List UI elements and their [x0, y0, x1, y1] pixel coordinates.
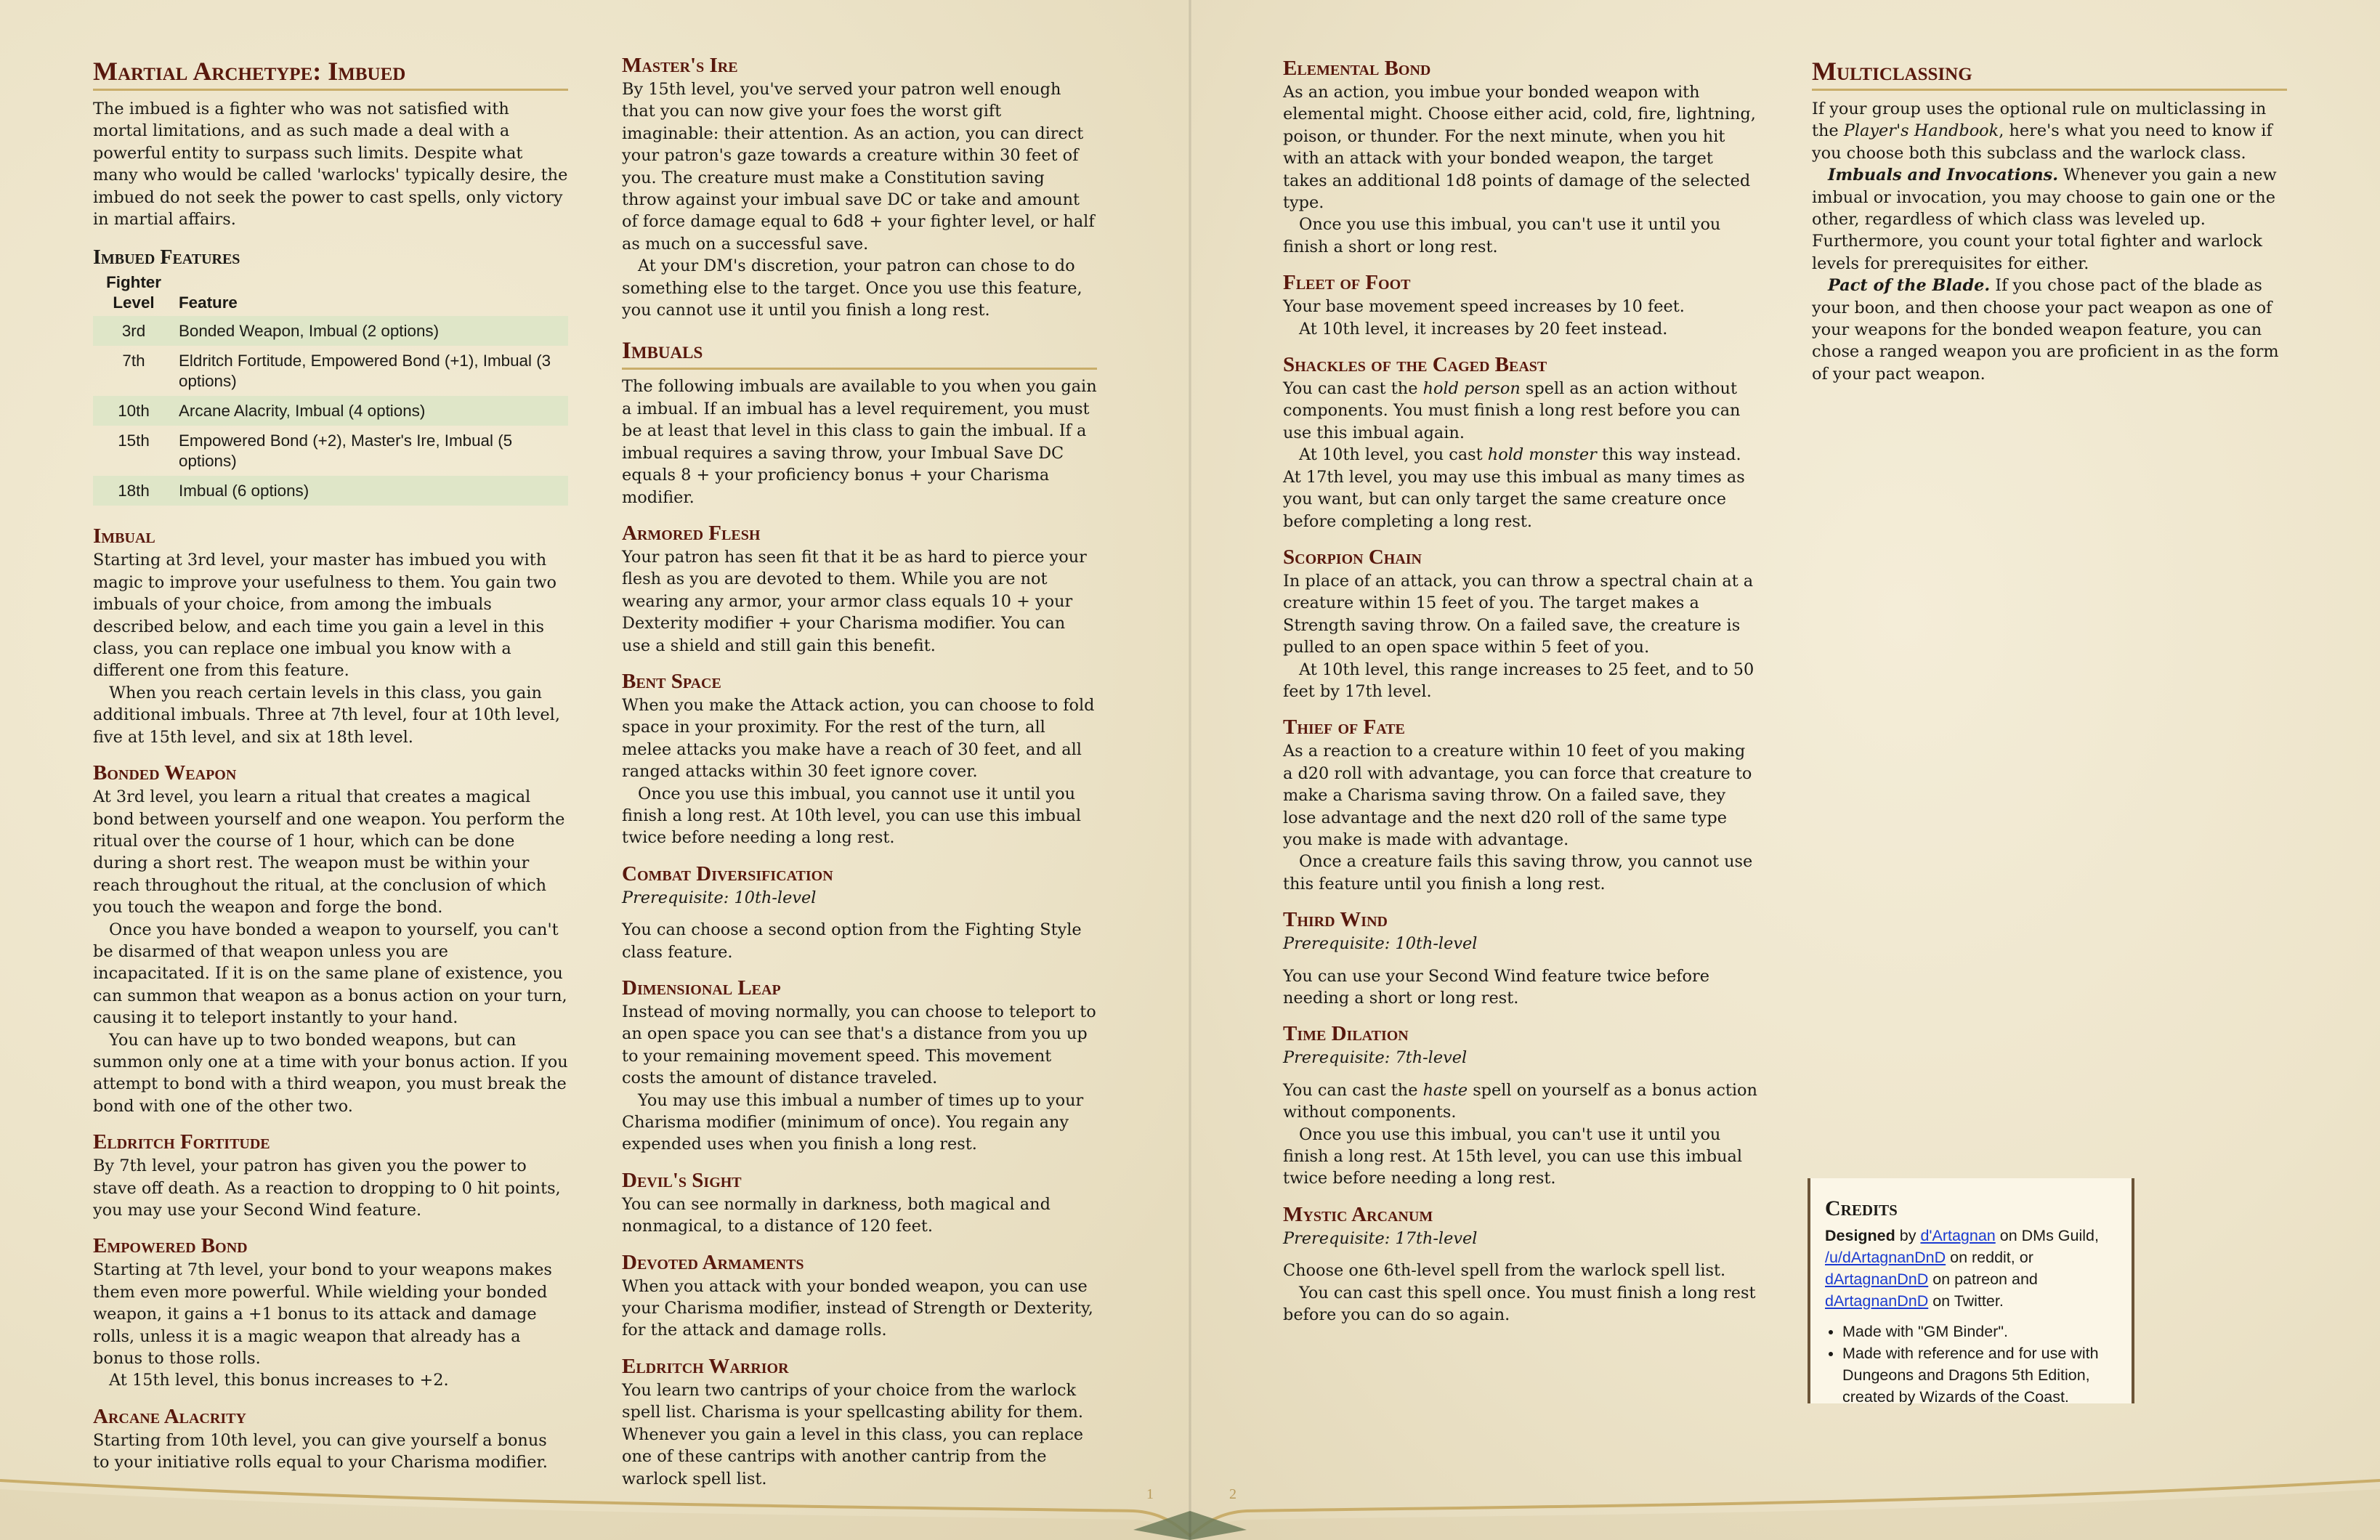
- row-level: 10th: [93, 396, 174, 426]
- features-table-title: Imbued Features: [93, 246, 240, 270]
- armored-flesh-heading: Armored Flesh: [622, 521, 761, 545]
- fleet-of-foot-p2: At 10th level, it increases by 20 feet instead.: [1299, 319, 1668, 339]
- bent-space-p1: When you make the Attack action, you can choose to fold space in your proximity. For the rest of the turn, all melee attacks you make have a reach of 30 feet, and all ranged attacks within 30 feet ignore cover.: [622, 695, 1095, 782]
- eldritch-fortitude-heading: Eldritch Fortitude: [93, 1130, 270, 1154]
- credits-link-twitter[interactable]: dArtagnanDnD: [1825, 1292, 1929, 1310]
- devoted-armaments-heading: Devoted Armaments: [622, 1250, 804, 1274]
- third-wind-p1: You can use your Second Wind feature twice before needing a short or long rest.: [1283, 966, 1709, 1008]
- eldritch-warrior-p1: You learn two cantrips of your choice from the warlock spell list. Charisma is your spellcasting ability for them. Whenever you gain a level in this class, you can replace one of these cantrips with another cantrip from the warlock spell list.: [622, 1380, 1084, 1488]
- intro-paragraph: The imbued is a fighter who was not satisfied with mortal limitations, and as such made a deal with a powerful entity to surpass such limits. Despite what many who would be called 'warlocks' typically desire, the imbued do not seek the power to cast spells, only victory in martial affairs.: [93, 100, 568, 230]
- bonded-weapon-heading: Bonded Weapon: [93, 761, 237, 785]
- row-feature: Empowered Bond (+2), Master's Ire, Imbual (5 options): [179, 431, 513, 471]
- dimensional-leap-p1: Instead of moving normally, you can choose to teleport to an open space you can see that's a distance from you up to your remaining movement speed. This movement costs the amount of distance traveled.: [622, 1002, 1096, 1088]
- shackles-heading: Shackles of the Caged Beast: [1283, 353, 1547, 377]
- imbual-p2: When you reach certain levels in this class, you gain additional imbuals. Three at 7th level, four at 10th level, five at 15th level, and six at 18th level.: [93, 683, 560, 747]
- elemental-bond-heading: Elemental Bond: [1283, 57, 1431, 80]
- bonded-p3: You can have up to two bonded weapons, but can summon only one at a time with your bonus action. If you attempt to bond with a third weapon, you must break the bond with one of the other two.: [93, 1030, 568, 1116]
- devils-sight-p1: You can see normally in darkness, both magical and nonmagical, to a distance of 120 feet.: [622, 1194, 1051, 1236]
- eldritch-warrior-heading: Eldritch Warrior: [622, 1354, 789, 1378]
- fleet-of-foot-heading: Fleet of Foot: [1283, 271, 1411, 295]
- header-feature: Feature: [179, 293, 238, 312]
- bent-space-p2: Once you use this imbual, you cannot use it until you finish a long rest. At 10th level, you can use this imbual twice before needing a long rest.: [622, 784, 1082, 848]
- bonded-p2: Once you have bonded a weapon to yourself, you can't be disarmed of that weapon unless you are incapacitated. If it is on the same plane of existence, you can summon that weapon as a bonus action on your turn, causing it to teleport instantly to your hand.: [93, 920, 567, 1028]
- scorpion-chain-p2: At 10th level, this range increases to 25 feet, and to 50 feet by 17th level.: [1283, 660, 1754, 701]
- row-level: 7th: [122, 352, 145, 370]
- masters-ire-p1: By 15th level, you've served your patron well enough that you can now give your foes the worst gift imaginable: their attention. As an action, you can direct your patron's gaze towards a creature within 30 feet of you. The creature must make a Constitution saving throw against your imbual save DC or take and amount of force damage equal to 6d8 + your fighter level, or half as much on a successful save.: [622, 80, 1095, 254]
- thief-of-fate-p2: Once a creature fails this saving throw, you cannot use this feature until you finish a long rest.: [1283, 852, 1753, 893]
- imbual-heading: Imbual: [93, 524, 155, 548]
- masters-ire-p2: At your DM's discretion, your patron can chose to do something else to the target. Once you use this feature, you cannot use it until you finish a long rest.: [622, 256, 1082, 320]
- thief-of-fate-heading: Thief of Fate: [1283, 716, 1405, 739]
- credits-list: [1825, 1321, 2118, 1408]
- page-gutter: [1189, 0, 1191, 1540]
- time-dilation-p2: Once you use this imbual, you can't use it until you finish a long rest. At 15th level, you can use this imbual twice before needing a long rest.: [1283, 1124, 1743, 1188]
- table-row: [93, 396, 568, 426]
- eldritch-fortitude-p1: By 7th level, your patron has given you the power to stave off death. As a reaction to dropping to 0 hit points, you may use your Second Wind feature.: [93, 1156, 561, 1220]
- bonded-p1: At 3rd level, you learn a ritual that creates a magical bond between yourself and one weapon. You perform the ritual over the course of 1 hour, which can be done during a short rest. The weapon must be within your reach throughout the ritual, at the conclusion of which you touch the weapon and forge the bond.: [93, 787, 565, 917]
- features-table: [93, 272, 568, 506]
- table-row: [93, 346, 568, 396]
- credits-link-patreon[interactable]: dArtagnanDnD: [1825, 1270, 1929, 1288]
- masters-ire-heading: Master's Ire: [622, 54, 738, 77]
- credits-link-reddit[interactable]: /u/dArtagnanDnD: [1825, 1249, 1946, 1266]
- table-row: [93, 426, 568, 476]
- header-level: Fighter Level: [106, 273, 161, 312]
- fleet-of-foot-p1: Your base movement speed increases by 10 feet.: [1283, 297, 1685, 317]
- empowered-bond-heading: Empowered Bond: [93, 1234, 248, 1258]
- imbual-p1: Starting at 3rd level, your master has imbued you with magic to improve your usefulness to them. You gain two imbuals of your choice, from among the imbuals described below, and each time you gain a level in this class, you can replace one imbual you know with a different one from this feature.: [93, 551, 557, 681]
- credits-text: Designed by d'Artagnan on DMs Guild, /u/dArtagnanDnD on reddit, or dArtagnanDnD on patreon and dArtagnanDnD on Twitter.: [1825, 1227, 2099, 1310]
- page-number-1: 1: [1146, 1486, 1154, 1502]
- time-dilation-prereq: Prerequisite: 7th-level: [1283, 1048, 1468, 1068]
- row-feature: Arcane Alacrity, Imbual (4 options): [174, 396, 568, 426]
- row-feature: Eldritch Fortitude, Empowered Bond (+1), Imbual (3 options): [179, 352, 551, 391]
- row-level: 15th: [118, 431, 150, 450]
- thief-of-fate-p1: As a reaction to a creature within 10 feet of you making a d20 roll with advantage, you can force that creature to make a Charisma saving throw. On a failed save, they lose advantage and the next d20 roll of the same type you make is made with advantage.: [1283, 742, 1752, 849]
- shackles-p2: At 10th level, you cast hold monster this way instead. At 17th level, you may use this imbual as many times as you want, but can only target the same creature once before completing a long rest.: [1283, 445, 1745, 531]
- empowered-bond-p2: At 15th level, this bonus increases to +2.: [109, 1371, 449, 1390]
- page-2-column-1: [1283, 57, 1758, 1326]
- devoted-armaments-p1: When you attack with your bonded weapon, you can use your Charisma modifier, instead of Strength or Dexterity, for the attack and damage rolls.: [622, 1276, 1093, 1340]
- third-wind-prereq: Prerequisite: 10th-level: [1283, 934, 1478, 954]
- page-number-2: 2: [1229, 1486, 1236, 1502]
- elemental-bond-p2: Once you use this imbual, you can't use it until you finish a short or long rest.: [1283, 215, 1721, 256]
- page-2-column-2: [1812, 57, 2287, 385]
- list-item: • Made with reference and for use with Dungeons and Dragons 5th Edition, created by Wizards of the Coast.: [1842, 1342, 2118, 1408]
- table-header-row: [93, 272, 568, 316]
- mystic-arcanum-p2: You can cast this spell once. You must finish a long rest before you can do so again.: [1283, 1283, 1756, 1325]
- multiclassing-p3: Pact of the Blade. If you chose pact of the blade as your boon, and then choose your pact weapon as one of your weapons for the bonded weapon feature, you can chose a ranged weapon you are proficient in as the form of your pact weapon.: [1812, 276, 2279, 384]
- elemental-bond-p1: As an action, you imbue your bonded weapon with elemental might. Choose either acid, cold, fire, lightning, poison, or thunder. For the next minute, when you hit with an attack with your bonded weapon, the target takes an additional 1d8 points of damage of the selected type.: [1283, 83, 1756, 213]
- page-2: [1190, 0, 2380, 1540]
- credits-heading: Credits: [1825, 1196, 1898, 1220]
- combat-diversification-prereq: Prerequisite: 10th-level: [622, 888, 817, 907]
- scorpion-chain-heading: Scorpion Chain: [1283, 545, 1422, 569]
- arcane-alacrity-heading: Arcane Alacrity: [93, 1404, 246, 1428]
- archetype-title: Martial Archetype: Imbued: [93, 57, 568, 91]
- mystic-arcanum-p1: Choose one 6th-level spell from the warlock spell list.: [1283, 1261, 1726, 1281]
- third-wind-heading: Third Wind: [1283, 908, 1388, 932]
- page-1-column-1: [93, 57, 568, 1474]
- combat-diversification-p1: You can choose a second option from the Fighting Style class feature.: [622, 920, 1082, 962]
- table-row: [93, 316, 568, 346]
- mystic-arcanum-heading: Mystic Arcanum: [1283, 1202, 1433, 1226]
- scorpion-chain-p1: In place of an attack, you can throw a spectral chain at a creature within 15 feet of you. The target makes a Strength saving throw. On a failed save, the creature is pulled to an open space within 5 feet of you.: [1283, 571, 1754, 657]
- multiclassing-heading: Multiclassing: [1812, 57, 2287, 91]
- multiclassing-p2: Imbuals and Invocations. Whenever you gain a new imbual or invocation, you may choose to gain one or the other, regardless of which class was leveled up. Furthermore, you count your total fighter and warlock levels for prerequisites for either.: [1812, 166, 2277, 273]
- shackles-p1: You can cast the hold person spell as an action without components. You must finish a long rest before you can use this imbual again.: [1283, 379, 1741, 442]
- row-feature: Imbual (6 options): [174, 476, 568, 506]
- armored-flesh-p1: Your patron has seen fit that it be as hard to pierce your flesh as you are devoted to them. While you are not wearing any armor, your armor class equals 10 + your Dexterity modifier + your Charisma modifier. You can use a shield and still gain this benefit.: [622, 547, 1087, 655]
- multiclassing-p1: If your group uses the optional rule on multiclassing in the Player's Handbook, here's what you need to know if you choose both this subclass and the warlock class.: [1812, 100, 2272, 163]
- row-level: 18th: [93, 476, 174, 506]
- arcane-alacrity-p1: Starting from 10th level, you can give yourself a bonus to your initiative rolls equal to your Charisma modifier.: [93, 1430, 548, 1472]
- imbuals-p1: The following imbuals are available to you when you gain a imbual. If an imbual has a level requirement, you must be at least that level in this class to gain the imbual. If a imbual requires a saving throw, your Imbual Save DC equals 8 + your proficiency bonus + your Charisma modifier.: [622, 377, 1097, 507]
- dimensional-leap-heading: Dimensional Leap: [622, 976, 781, 1000]
- time-dilation-heading: Time Dilation: [1283, 1022, 1409, 1046]
- combat-diversification-heading: Combat Diversification: [622, 862, 833, 885]
- list-item: • Made with "GM Binder".: [1842, 1321, 2118, 1342]
- mystic-arcanum-prereq: Prerequisite: 17th-level: [1283, 1228, 1478, 1248]
- devils-sight-heading: Devil's Sight: [622, 1168, 742, 1192]
- row-level: 3rd: [93, 316, 174, 346]
- dimensional-leap-p2: You may use this imbual a number of times up to your Charisma modifier (minimum of once). You regain any expended uses when you finish a long rest.: [622, 1090, 1084, 1154]
- bent-space-heading: Bent Space: [622, 669, 721, 693]
- table-row: [93, 476, 568, 506]
- imbuals-heading: Imbuals: [622, 337, 1097, 370]
- row-feature: Bonded Weapon, Imbual (2 options): [174, 316, 568, 346]
- credits-link-dmsguild[interactable]: d'Artagnan: [1920, 1227, 1996, 1244]
- empowered-bond-p1: Starting at 7th level, your bond to your weapons makes them even more powerful. While wielding your bonded weapon, it gains a +1 bonus to its attack and damage rolls, unless it is a magic weapon that already has a bonus to those rolls.: [93, 1260, 552, 1369]
- credits-box: [1808, 1178, 2134, 1406]
- page-1-column-2: [622, 54, 1097, 1490]
- time-dilation-p1: You can cast the haste spell on yourself as a bonus action without components.: [1283, 1080, 1757, 1122]
